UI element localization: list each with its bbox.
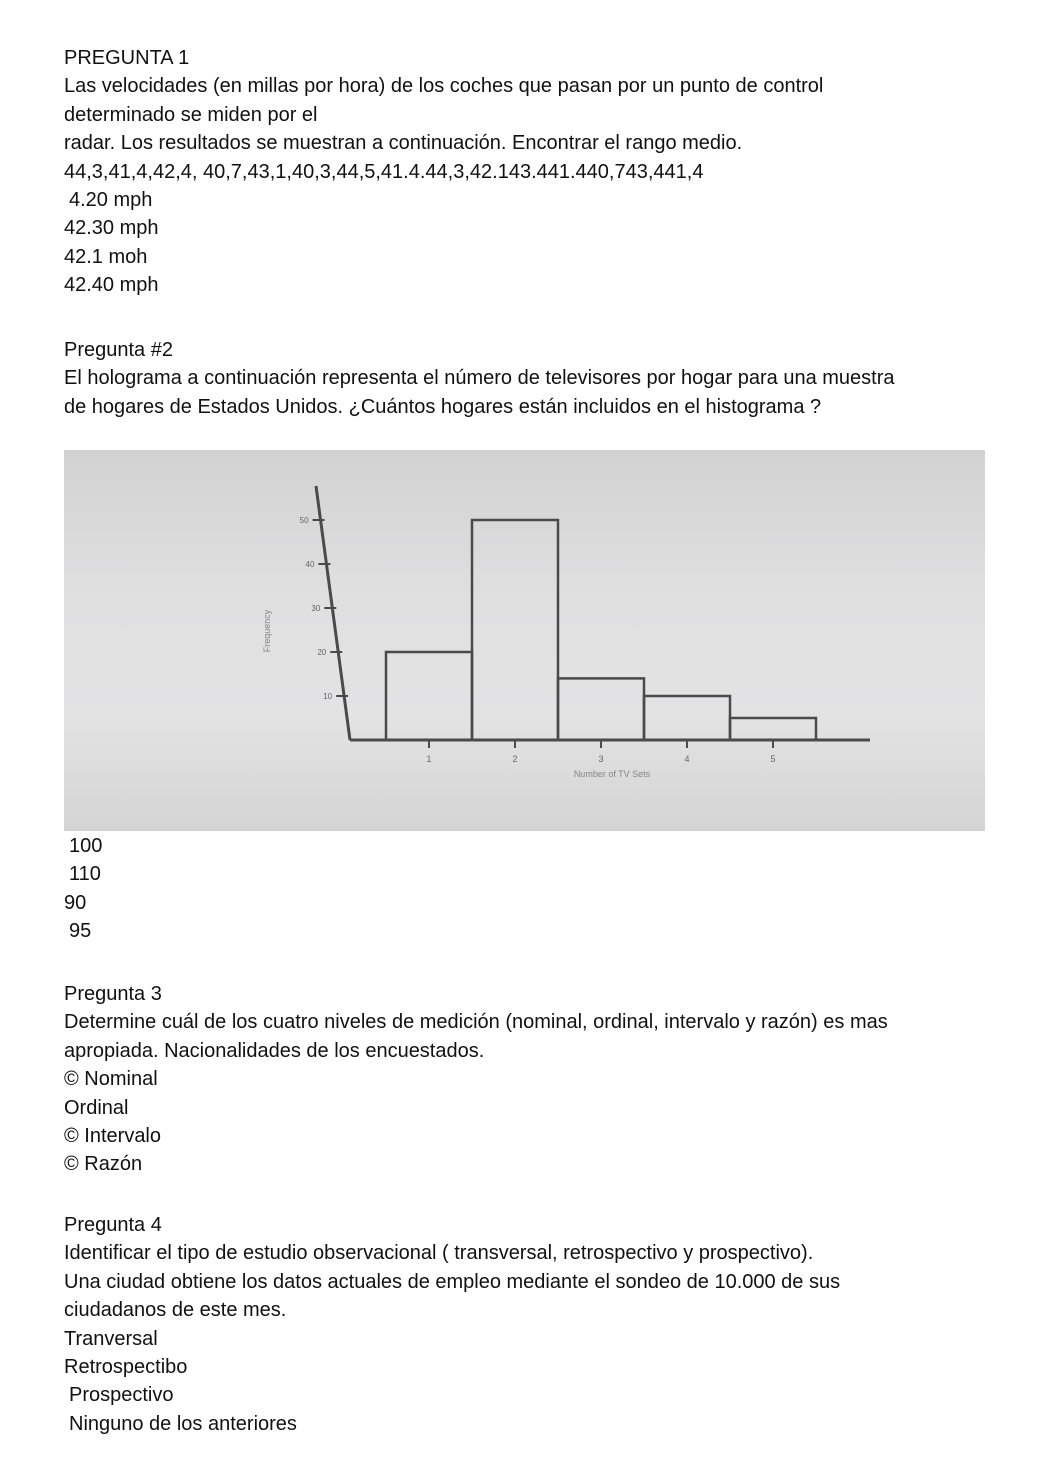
y-tick-label: 20	[317, 648, 327, 657]
histogram-bar	[644, 696, 730, 740]
question-1-option-b[interactable]: 42.30 mph	[64, 217, 159, 240]
question-1-option-a[interactable]: 4.20 mph	[69, 188, 153, 211]
x-axis-ticks	[426, 740, 775, 764]
y-tick-label: 10	[323, 692, 333, 701]
question-1-option-c[interactable]: 42.1 moh	[64, 245, 148, 268]
question-4-text-line-3: ciudadanos de este mes.	[64, 1299, 287, 1322]
x-axis-label: Number of TV Sets	[573, 769, 651, 779]
question-3-text-line-1: Determine cuál de los cuatro niveles de medición (nominal, ordinal, intervalo y razón) es mas	[64, 1011, 888, 1034]
question-3-option-a[interactable]: © Nominal	[64, 1068, 158, 1091]
histogram-bar	[386, 652, 472, 740]
question-1-text-line-1: Las velocidades (en millas por hora) de los coches que pasan por un punto de control	[64, 75, 824, 98]
question-1-data-values: 44,3,41,4,42,4, 40,7,43,1,40,3,44,5,41.4.44,3,42.143.441.440,743,441,4	[64, 160, 704, 183]
question-2-option-d[interactable]: 95	[69, 920, 92, 943]
y-axis-label: Frequency	[262, 609, 272, 653]
question-3-title: Pregunta 3	[64, 983, 162, 1005]
histogram-bar	[730, 718, 816, 740]
question-2-title: Pregunta #2	[64, 339, 173, 361]
question-4-text-line-2: Una ciudad obtiene los datos actuales de empleo mediante el sondeo de 10.000 de sus	[64, 1270, 841, 1293]
question-4-option-b[interactable]: Retrospectibo	[64, 1355, 188, 1378]
y-tick-label: 50	[299, 516, 309, 525]
y-axis-line	[316, 486, 350, 740]
x-tick-label: 5	[770, 754, 776, 764]
question-3-option-b[interactable]: Ordinal	[64, 1096, 129, 1119]
y-tick-label: 30	[311, 604, 321, 613]
question-2-options	[64, 832, 984, 946]
histogram-bar	[558, 678, 644, 740]
question-4-text-line-1: Identificar el tipo de estudio observacional ( transversal, retrospectivo y prospectivo).	[64, 1242, 814, 1265]
histogram-chart	[64, 450, 985, 831]
question-2-option-c[interactable]: 90	[64, 891, 87, 914]
histogram-bar	[472, 520, 558, 740]
question-3	[64, 980, 984, 1179]
x-tick-label: 1	[426, 754, 432, 764]
histogram-bars	[386, 520, 816, 740]
question-4	[64, 1211, 984, 1438]
question-3-option-c[interactable]: © Intervalo	[64, 1124, 162, 1147]
question-2-option-b[interactable]: 110	[69, 863, 101, 886]
question-4-option-a[interactable]: Tranversal	[64, 1327, 158, 1350]
x-tick-label: 2	[512, 754, 518, 764]
question-2	[64, 336, 984, 421]
question-4-option-d[interactable]: Ninguno de los anteriores	[69, 1412, 297, 1435]
question-1-title: PREGUNTA 1	[64, 47, 190, 69]
question-1-option-d[interactable]: 42.40 mph	[64, 274, 159, 297]
question-1-text-line-2: determinado se miden por el	[64, 103, 318, 126]
question-3-option-d[interactable]: © Razón	[64, 1153, 143, 1176]
x-tick-label: 4	[684, 754, 690, 764]
question-4-title: Pregunta 4	[64, 1214, 162, 1236]
histogram-photo	[64, 450, 985, 831]
y-tick-label: 40	[305, 560, 315, 569]
x-tick-label: 3	[598, 754, 604, 764]
question-1-text-line-3: radar. Los resultados se muestran a continuación. Encontrar el rango medio.	[64, 132, 743, 155]
question-1	[64, 44, 984, 300]
question-2-text-line-2: de hogares de Estados Unidos. ¿Cuántos hogares están incluidos en el histograma ?	[64, 395, 822, 418]
question-4-option-c[interactable]: Prospectivo	[69, 1384, 174, 1407]
question-2-text-line-1: El holograma a continuación representa el número de televisores por hogar para una muestra	[64, 367, 895, 390]
question-2-option-a[interactable]: 100	[69, 835, 103, 857]
question-3-text-line-2: apropiada. Nacionalidades de los encuestados.	[64, 1039, 485, 1062]
